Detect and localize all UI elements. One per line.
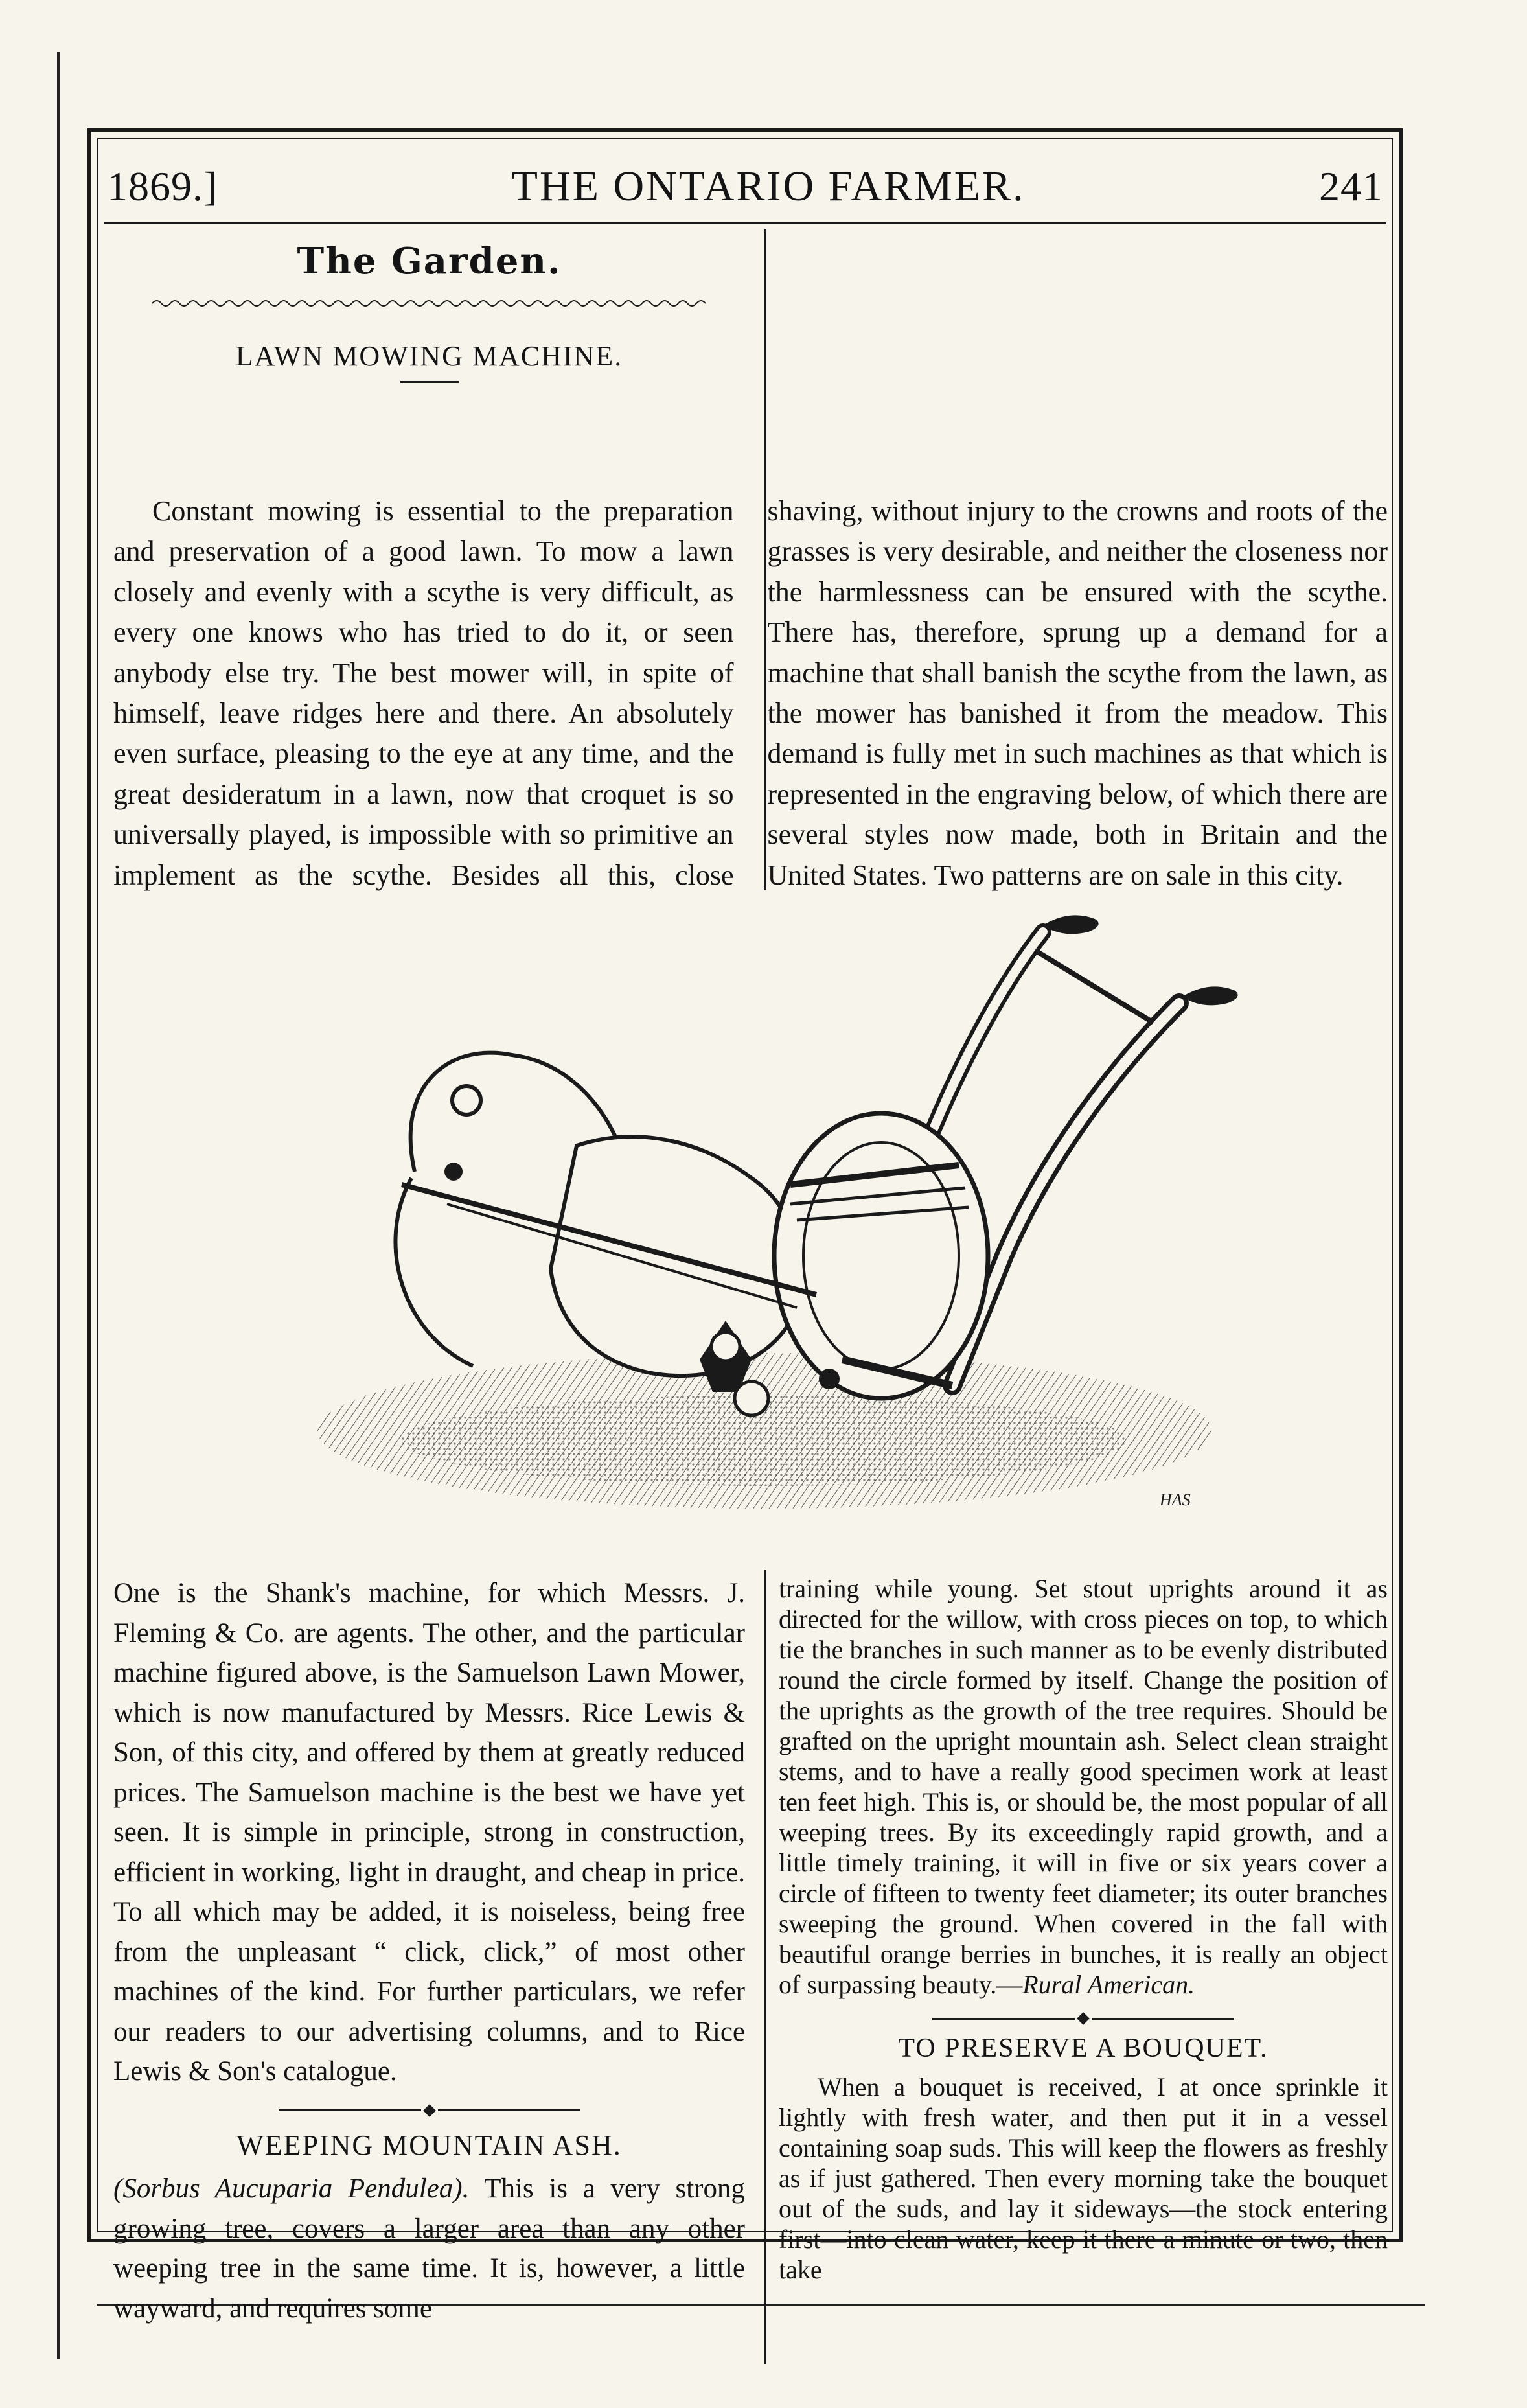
ash-paragraph-2-text: training while young. Set stout uprights around it as directed for the willow, with cross pieces on top, to which tie the branches in such manner as to be evenly distributed round the circle formed by itself. Change the position of the uprights as the growth of the tree requires. Should be grafted on the upright mountain ash. Select clean straight stems, and to have a really good specimen work at least ten feet high. This is, or should be, the most popular of all weeping trees. By its exceedingly rapid growth, and a little timely training, it will in five or six years cover a circle of fifteen to twenty feet diameter; its outer branches sweeping the ground. When covered in the fall with beautiful orange berries in bunches, it is really an object of surpassing beauty.— (779, 1574, 1388, 1999)
ash-source: Rural American. (1022, 1970, 1195, 1999)
right-column-bottom (779, 1573, 1388, 2285)
lawn-text-flow (113, 491, 1388, 906)
lawn-paragraph-1: Constant mowing is essential to the preparation and preservation of a good lawn. To mow a lawn closely and evenly with a scythe is very difficult, as every one knows who has tried to do it, or seen anybody else try. The best mower will, in spite of himself, leave ridges here and there. An absolutely even surface, pleasing to the eye at any time, and the great desideratum in a lawn, now that croquet is so universally played, is impossible with so primitive an implement as the scythe. Besides all this, close shaving, without injury to the crowns and roots of the grasses is very desirable, and neither the closeness nor the harmlessness can be ensured with the scythe. There has, therefore, sprung up a demand for a machine that shall banish the scythe from the lawn, as the mower has banished it from the meadow. This demand is fully met in such machines as that which is represented in the engraving below, of which there are several styles now made, both in Britain and the United States. Two patterns are on sale in this city. (113, 495, 1388, 891)
ash-paragraph-1 (113, 2169, 745, 2328)
column-divider-bottom (764, 1570, 766, 2364)
ornament-rule-2 (779, 2014, 1388, 2023)
header-rule (104, 222, 1386, 224)
section-title: The Garden. (297, 240, 562, 283)
engraver-signature: HAS (1160, 1490, 1191, 1509)
newspaper-page (87, 128, 1403, 2324)
header-year: 1869.] (107, 163, 218, 209)
ash-latin-name: (Sorbus Aucuparia Pendulea). (113, 2173, 470, 2204)
left-column-top (113, 235, 745, 395)
ash-heading: WEEPING MOUNTAIN ASH. (236, 2129, 622, 2161)
wavy-rule (152, 297, 706, 310)
lawn-paragraph-2: One is the Shank's machine, for which Messrs. J. Fleming & Co. are agents. The other, and the particular machine figured above, is the Samuelson Lawn Mower, which is now manufactured by Messrs. Rice Lewis & Son, of this city, and offered by them at greatly reduced prices. The Samuelson machine is the best we have yet seen. It is simple in principle, strong in construction, efficient in working, light in draught, and cheap in price. To all which may be added, it is noiseless, being free from the unpleasant “ click, click,” of most other machines of the kind. For further particulars, we refer our readers to our advertising columns, and to Rice Lewis & Son's catalogue. (113, 1578, 745, 2087)
lawn-mower-engraving (298, 893, 1270, 1554)
short-rule (400, 381, 459, 383)
left-column-bottom (113, 1573, 745, 2328)
page-gutter-line (57, 52, 60, 2359)
lawn-heading: LAWN MOWING MACHINE. (235, 340, 623, 373)
bouquet-heading: TO PRESERVE A BOUQUET. (898, 2033, 1269, 2063)
publication-title: THE ONTARIO FARMER. (511, 163, 1026, 210)
ornament-rule (113, 2106, 745, 2115)
running-head (107, 157, 1383, 216)
bouquet-paragraph-1: When a bouquet is received, I at once sprinkle it lightly with fresh water, and then put it in a vessel containing soap suds. This will keep the flowers as freshly as if just gathered. Then every morning take the bouquet out of the suds, and lay it sideways—the stock entering first—into clean water, keep it there a minute or two, then take (779, 2072, 1388, 2284)
ash-paragraph-2 (779, 1573, 1388, 2000)
ash-paragraph-1-text: This is a very strong growing tree, covers a larger area than any other weeping tree in the same time. It is, however, a little wayward, and requires some (113, 2173, 745, 2324)
page-number: 241 (1319, 163, 1383, 209)
